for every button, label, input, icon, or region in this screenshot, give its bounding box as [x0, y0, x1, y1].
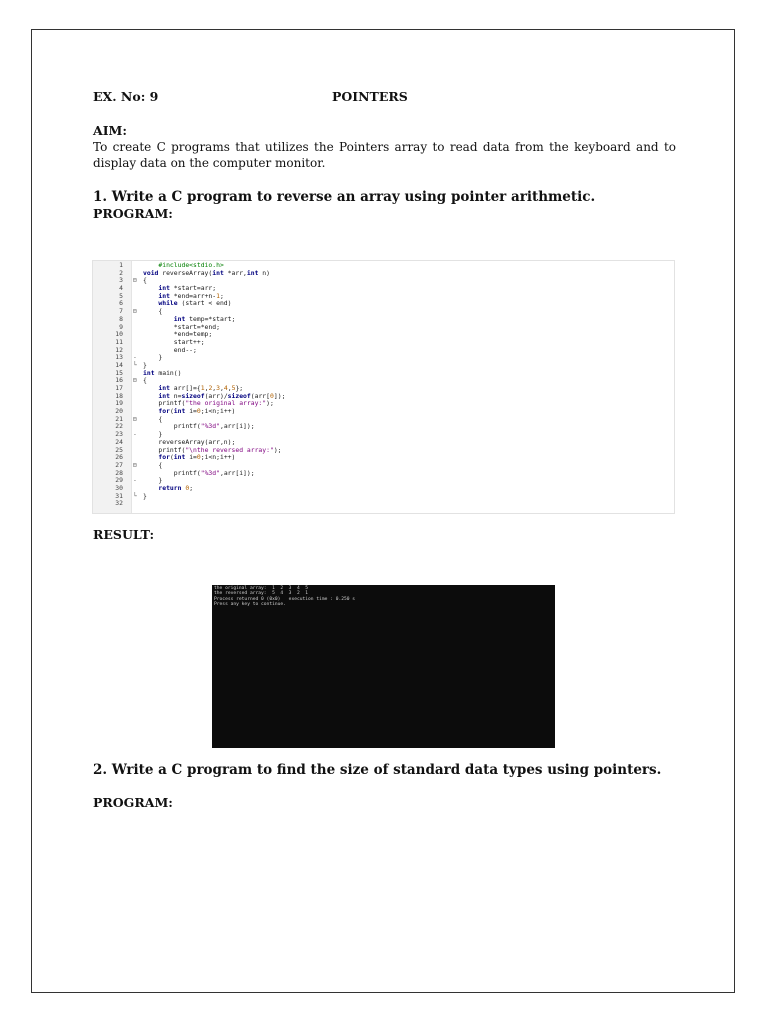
line-number: 1 — [119, 261, 123, 269]
line-number: 11 — [115, 337, 123, 346]
code-line — [93, 493, 674, 501]
code-text: end--; — [143, 345, 197, 354]
code-text: for(int i=0;i<n;i++) — [158, 453, 236, 462]
line-number: 31 — [115, 491, 123, 500]
line-number: 20 — [115, 407, 123, 416]
code-text: } — [143, 360, 147, 369]
line-number: 18 — [115, 391, 123, 400]
line-number: 12 — [115, 345, 123, 354]
code-text: } — [143, 476, 163, 485]
fold-marker: └ — [133, 491, 137, 500]
line-number: 7 — [119, 307, 123, 316]
console-lines — [212, 586, 355, 607]
code-text: int *start=arr; — [158, 284, 217, 293]
code-line — [93, 270, 674, 278]
code-text: int main() — [143, 368, 182, 377]
code-line — [93, 370, 674, 378]
aim-text: To create C programs that utilizes the Pointers array to read data from the keyboard and to display data on the computer monitor. — [93, 140, 676, 170]
line-number: 10 — [115, 330, 123, 339]
line-number: 15 — [115, 368, 123, 377]
code-text: for(int i=0;i<n;i++) — [158, 407, 236, 416]
line-number: 13 — [115, 353, 123, 362]
line-number: 5 — [119, 291, 123, 300]
console-line: Press any key to continue. — [214, 601, 286, 607]
code-line — [93, 354, 674, 362]
fold-marker: - — [133, 353, 137, 362]
console-line: the reversed array: 5 4 3 2 1 — [214, 591, 309, 597]
line-number: 3 — [119, 276, 123, 285]
code-lines — [93, 262, 674, 508]
code-line — [93, 300, 674, 308]
code-text: printf("%3d",arr[i]); — [143, 468, 255, 477]
fold-marker: ⊟ — [133, 460, 137, 469]
line-number: 16 — [115, 376, 123, 385]
line-number: 29 — [115, 476, 123, 485]
line-number: 9 — [119, 322, 123, 331]
line-number: 21 — [115, 414, 123, 423]
code-text: reverseArray(arr,n); — [143, 437, 236, 446]
code-text: printf("the original array:"); — [143, 399, 274, 408]
line-number: 6 — [119, 299, 123, 308]
code-text: { — [143, 307, 163, 316]
code-text: { — [143, 276, 147, 285]
code-line — [93, 454, 674, 462]
code-text: } — [143, 491, 147, 500]
fold-marker: └ — [133, 360, 137, 369]
line-number: 24 — [115, 437, 123, 446]
code-text: printf("\nthe reversed array:"); — [143, 445, 282, 454]
fold-marker: - — [133, 476, 137, 485]
code-line — [93, 470, 674, 478]
line-number: 2 — [119, 268, 123, 277]
line-number: 26 — [115, 453, 123, 462]
code-text: int n=sizeof(arr)/sizeof(arr[0]); — [158, 391, 286, 400]
section2-program-label: PROGRAM: — [93, 795, 173, 810]
line-number: 4 — [119, 284, 123, 293]
section1-heading: 1. Write a C program to reverse an array using pointer arithmetic. — [93, 189, 596, 205]
exercise-number: EX. No: 9 — [93, 89, 159, 104]
code-text: { — [143, 414, 163, 423]
console-line: the original array: 1 2 3 4 5 — [214, 586, 309, 591]
code-line — [93, 347, 674, 355]
code-text: int arr[]={1,2,3,4,5}; — [158, 384, 244, 392]
code-text: printf("%3d",arr[i]); — [143, 422, 255, 431]
result-label: RESULT: — [93, 527, 155, 542]
code-text: *end=temp; — [143, 330, 213, 339]
line-number: 23 — [115, 430, 123, 439]
fold-marker: ⊟ — [133, 276, 137, 285]
code-text: *start=*end; — [143, 322, 220, 331]
code-line — [93, 408, 674, 416]
section1-program-label: PROGRAM: — [93, 206, 173, 221]
console-output-screenshot — [212, 585, 555, 748]
code-text: #include<stdio.h> — [143, 261, 224, 269]
code-text: { — [143, 460, 163, 469]
line-number: 25 — [115, 445, 123, 454]
page-title: POINTERS — [332, 89, 408, 104]
code-text: } — [143, 430, 163, 439]
code-text: void reverseArray(int *arr,int n) — [143, 268, 270, 277]
line-number: 17 — [115, 384, 123, 392]
code-text: { — [143, 376, 147, 385]
line-number: 8 — [119, 314, 123, 323]
aim-label: AIM: — [93, 123, 127, 138]
code-text: return 0; — [158, 483, 194, 492]
line-number: 14 — [115, 360, 123, 369]
line-number: 30 — [115, 483, 123, 492]
code-text: while (start < end) — [158, 299, 232, 308]
fold-marker: ⊟ — [133, 307, 137, 316]
section2-heading: 2. Write a C program to find the size of standard data types using pointers. — [93, 762, 662, 778]
fold-marker: ⊟ — [133, 376, 137, 385]
fold-marker: - — [133, 430, 137, 439]
line-number: 32 — [115, 499, 123, 508]
code-line — [93, 423, 674, 431]
code-line — [93, 485, 674, 493]
code-text: int temp=*start; — [173, 314, 236, 323]
fold-marker: ⊟ — [133, 414, 137, 423]
line-number: 27 — [115, 460, 123, 469]
line-number: 28 — [115, 468, 123, 477]
line-number: 22 — [115, 422, 123, 431]
code-text: start++; — [143, 337, 205, 346]
code-text: int *end=arr+n-1; — [158, 291, 224, 300]
code-screenshot — [92, 260, 675, 514]
code-text: } — [143, 353, 163, 362]
line-number: 19 — [115, 399, 123, 408]
code-line — [93, 500, 674, 508]
console-line: Process returned 0 (0x0) execution time : 0.250 s — [214, 596, 356, 602]
